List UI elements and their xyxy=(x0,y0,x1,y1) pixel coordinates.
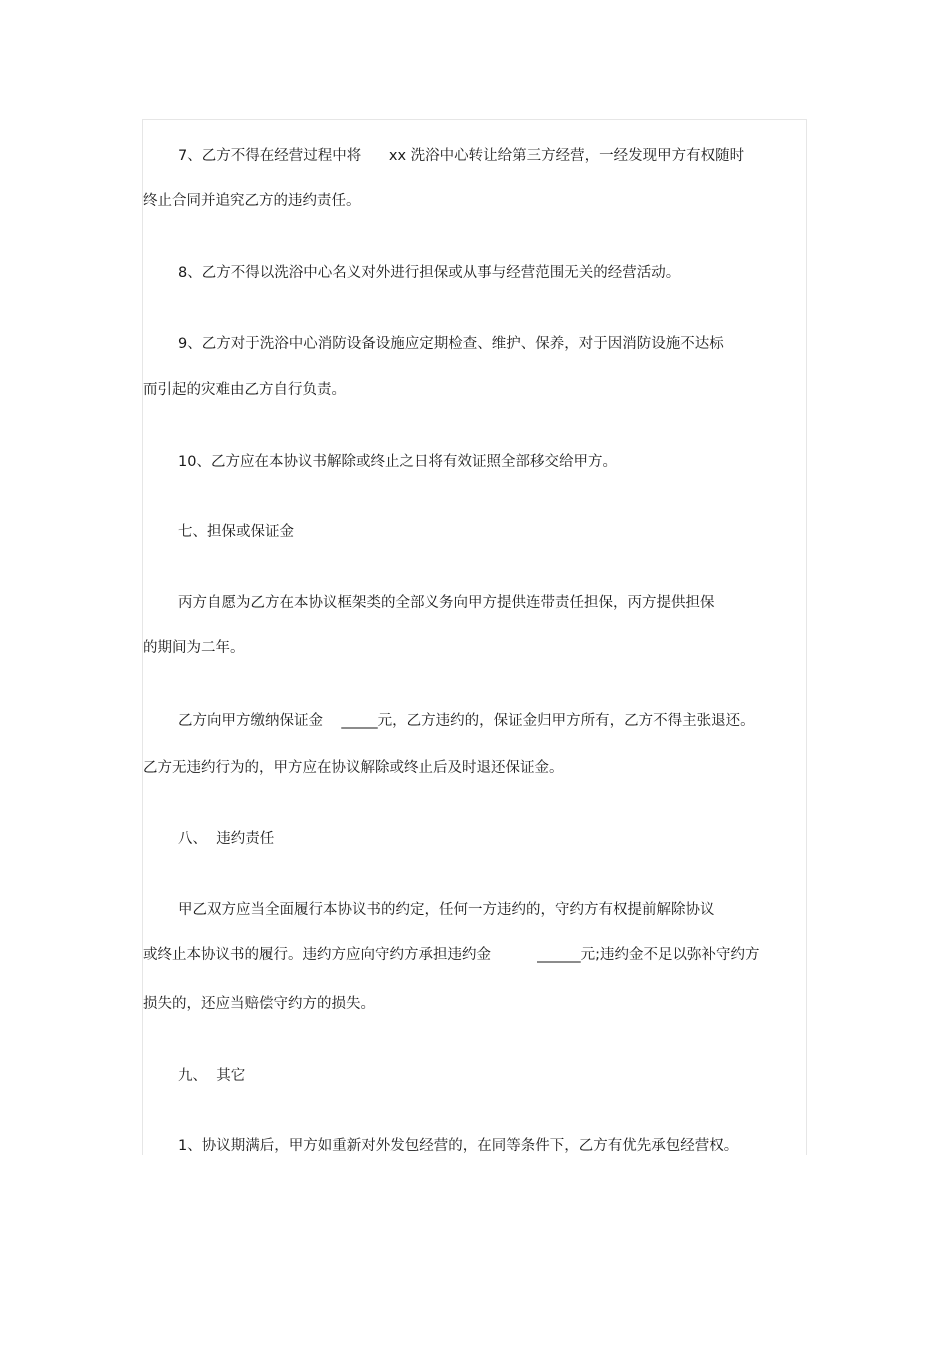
clause-7-line-2: 终止合同并追究乙方的违约责任。 xyxy=(143,193,361,209)
liability-para-line-2: 或终止本协议书的履行。违约方应向守约方承担违约金 ______元;违约金不足以弥补守约方 xyxy=(143,947,760,963)
deposit-para-line-1: 乙方向甲方缴纳保证金 _____元，乙方违约的，保证金归甲方所有，乙方不得主张退还。 xyxy=(178,713,755,729)
clause-9-line-2: 而引起的灾难由乙方自行负责。 xyxy=(143,382,346,398)
other-clause-1: 1、协议期满后，甲方如重新对外发包经营的，在同等条件下，乙方有优先承包经营权。 xyxy=(178,1138,739,1154)
guarantee-para-line-2: 的期间为二年。 xyxy=(143,640,245,656)
deposit-para-line-2: 乙方无违约行为的，甲方应在协议解除或终止后及时退还保证金。 xyxy=(143,760,564,776)
section-7-heading: 七、担保或保证金 xyxy=(178,524,294,540)
section-8-heading: 八、 违约责任 xyxy=(178,831,275,847)
liability-para-line-1: 甲乙双方应当全面履行本协议书的约定，任何一方违约的，守约方有权提前解除协议 xyxy=(178,902,715,918)
section-9-heading: 九、 其它 xyxy=(178,1068,246,1084)
clause-9-line-1: 9、乙方对于洗浴中心消防设备设施应定期检查、维护、保养，对于因消防设施不达标 xyxy=(178,336,724,352)
clause-7-line-1: 7、乙方不得在经营过程中将 xx 洗浴中心转让给第三方经营，一经发现甲方有权随时 xyxy=(178,148,745,164)
clause-10: 10、乙方应在本协议书解除或终止之日将有效证照全部移交给甲方。 xyxy=(178,454,617,470)
guarantee-para-line-1: 丙方自愿为乙方在本协议框架类的全部义务向甲方提供连带责任担保，丙方提供担保 xyxy=(178,595,715,611)
clause-8: 8、乙方不得以洗浴中心名义对外进行担保或从事与经营范围无关的经营活动。 xyxy=(178,265,681,281)
liability-para-line-3: 损失的，还应当赔偿守约方的损失。 xyxy=(143,996,375,1012)
